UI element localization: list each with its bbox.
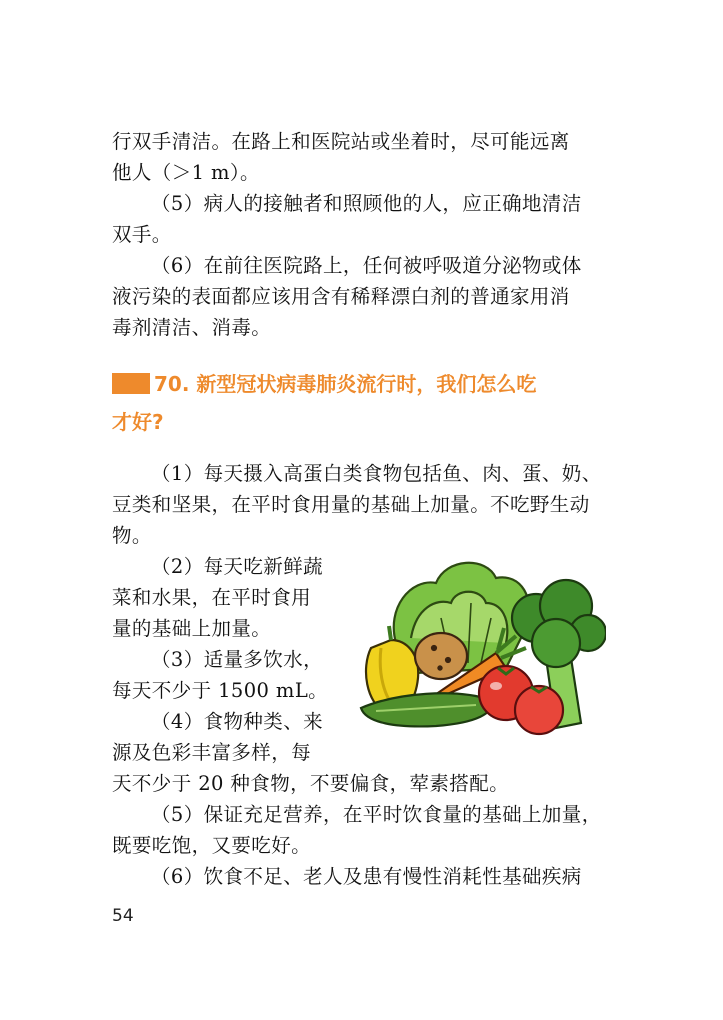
vegetables-illustration	[356, 548, 606, 748]
text-line: 毒剂清洁、消毒。	[112, 316, 272, 339]
text-line: 物。	[112, 524, 152, 547]
text-line: （6）饮食不足、老人及患有慢性消耗性基础疾病	[151, 865, 582, 888]
text-line: （2）每天吃新鲜蔬	[151, 555, 324, 578]
heading-line-1: 70. 新型冠状病毒肺炎流行时，我们怎么吃	[154, 372, 537, 396]
section-heading	[112, 367, 536, 401]
heading-marker	[112, 373, 150, 394]
text-line: 天不少于 20 种食物，不要偏食，荤素搭配。	[112, 772, 510, 795]
text-line: （3）适量多饮水，	[151, 648, 324, 671]
text-line: 双手。	[112, 223, 172, 246]
text-line: （4）食物种类、来	[151, 710, 324, 733]
text-line: （5）保证充足营养，在平时饮食量的基础上加量，	[151, 803, 602, 826]
text-line: 源及色彩丰富多样，每	[112, 741, 312, 764]
text-line: 豆类和坚果，在平时食用量的基础上加量。不吃野生动	[112, 493, 590, 516]
text-line: 行双手清洁。在路上和医院站或坐着时，尽可能远离	[112, 130, 570, 153]
page-number: 54	[112, 906, 134, 926]
text-line: 液污染的表面都应该用含有稀释漂白剂的普通家用消	[112, 285, 570, 308]
text-line: 他人（＞1 m）。	[112, 161, 260, 184]
text-line: 每天不少于 1500 mL。	[112, 679, 329, 702]
potato-icon	[415, 633, 467, 679]
text-line: （1）每天摄入高蛋白类食物包括鱼、肉、蛋、奶、	[151, 462, 602, 485]
text-line: 量的基础上加量。	[112, 617, 272, 640]
section-heading-continued: 才好?	[112, 410, 164, 434]
text-line: （6）在前往医院路上，任何被呼吸道分泌物或体	[151, 254, 582, 277]
text-line: （5）病人的接触者和照顾他的人，应正确地清洁	[151, 192, 582, 215]
text-line: 菜和水果，在平时食用	[112, 586, 312, 609]
text-line: 既要吃饱，又要吃好。	[112, 834, 312, 857]
